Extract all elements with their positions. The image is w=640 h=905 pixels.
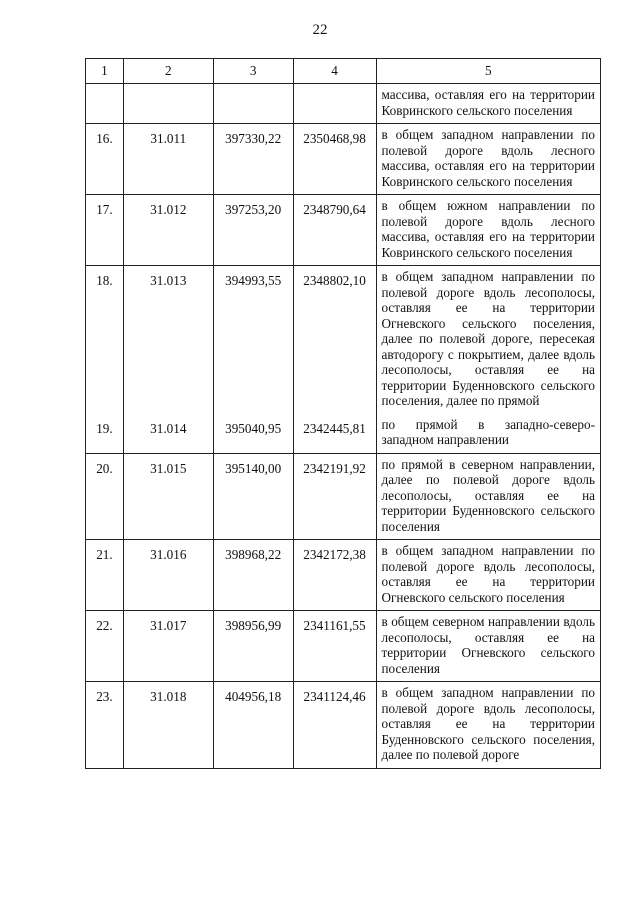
- row-number-cell: 19.: [86, 414, 124, 454]
- description-cell: в общем западном направлении по полевой дороге вдоль лесополосы, оставляя ее на территории Огневского сельского поселения: [376, 540, 601, 611]
- point-code-cell: 31.014: [123, 414, 213, 454]
- point-code-cell: 31.017: [123, 611, 213, 682]
- row-number-cell: [86, 84, 124, 124]
- row-number-cell: 22.: [86, 611, 124, 682]
- point-code-cell: 31.012: [123, 195, 213, 266]
- y-coordinate-cell: [293, 84, 376, 124]
- row-number-cell: 16.: [86, 124, 124, 195]
- description-cell: в общем южном направлении по полевой дороге вдоль лесного массива, оставляя его на территории Ковринского сельского поселения: [376, 195, 601, 266]
- x-coordinate-cell: 397330,22: [213, 124, 293, 195]
- y-coordinate-cell: 2348790,64: [293, 195, 376, 266]
- table-row: [86, 84, 601, 124]
- point-code-cell: [123, 84, 213, 124]
- x-coordinate-cell: 398956,99: [213, 611, 293, 682]
- table-row: [86, 266, 601, 414]
- description-cell: в общем западном направлении по полевой дороге вдоль лесополосы, оставляя ее на территории Буденновского сельского поселения, далее по полевой дороге: [376, 682, 601, 769]
- description-cell: в общем северном направлении вдоль лесополосы, оставляя ее на территории Огневского сельского поселения: [376, 611, 601, 682]
- point-code-cell: 31.015: [123, 453, 213, 540]
- row-number-cell: 23.: [86, 682, 124, 769]
- y-coordinate-cell: 2342172,38: [293, 540, 376, 611]
- row-number-cell: 17.: [86, 195, 124, 266]
- header-cell: 1: [86, 59, 124, 84]
- table-row: [86, 195, 601, 266]
- x-coordinate-cell: 395140,00: [213, 453, 293, 540]
- x-coordinate-cell: [213, 84, 293, 124]
- description-cell: массива, оставляя его на территории Ковринского сельского поселения: [376, 84, 601, 124]
- point-code-cell: 31.013: [123, 266, 213, 414]
- table-row: [86, 611, 601, 682]
- x-coordinate-cell: 398968,22: [213, 540, 293, 611]
- page-number: 22: [312, 22, 328, 38]
- point-code-cell: 31.011: [123, 124, 213, 195]
- description-cell: по прямой в западно-северо-западном направлении: [376, 414, 601, 454]
- boundary-table: [85, 58, 601, 769]
- y-coordinate-cell: 2342191,92: [293, 453, 376, 540]
- header-cell: 3: [213, 59, 293, 84]
- x-coordinate-cell: 397253,20: [213, 195, 293, 266]
- row-number-cell: 21.: [86, 540, 124, 611]
- point-code-cell: 31.018: [123, 682, 213, 769]
- y-coordinate-cell: 2342445,81: [293, 414, 376, 454]
- header-cell: 4: [293, 59, 376, 84]
- table-row: [86, 453, 601, 540]
- y-coordinate-cell: 2341161,55: [293, 611, 376, 682]
- table-header-row: [86, 59, 601, 84]
- description-cell: в общем западном направлении по полевой дороге вдоль лесного массива, оставляя его на территории Ковринского сельского поселения: [376, 124, 601, 195]
- description-cell: по прямой в северном направлении, далее по полевой дороге вдоль лесополосы, оставляя ее на территории Буденновского сельского поселения: [376, 453, 601, 540]
- y-coordinate-cell: 2341124,46: [293, 682, 376, 769]
- x-coordinate-cell: 394993,55: [213, 266, 293, 414]
- point-code-cell: 31.016: [123, 540, 213, 611]
- header-cell: 5: [376, 59, 601, 84]
- table-row: [86, 124, 601, 195]
- y-coordinate-cell: 2350468,98: [293, 124, 376, 195]
- x-coordinate-cell: 404956,18: [213, 682, 293, 769]
- table-row: [86, 682, 601, 769]
- header-cell: 2: [123, 59, 213, 84]
- row-number-cell: 18.: [86, 266, 124, 414]
- y-coordinate-cell: 2348802,10: [293, 266, 376, 414]
- table-row: [86, 414, 601, 454]
- description-cell: в общем западном направлении по полевой дороге вдоль лесополосы, оставляя ее на территории Огневского сельского поселения, далее по полевой дороге, пересекая автодорогу с покрытием, далее вдоль лесополосы, оставляя ее на территории Буденновского сельского поселения, далее по прямой: [376, 266, 601, 414]
- table-row: [86, 540, 601, 611]
- x-coordinate-cell: 395040,95: [213, 414, 293, 454]
- row-number-cell: 20.: [86, 453, 124, 540]
